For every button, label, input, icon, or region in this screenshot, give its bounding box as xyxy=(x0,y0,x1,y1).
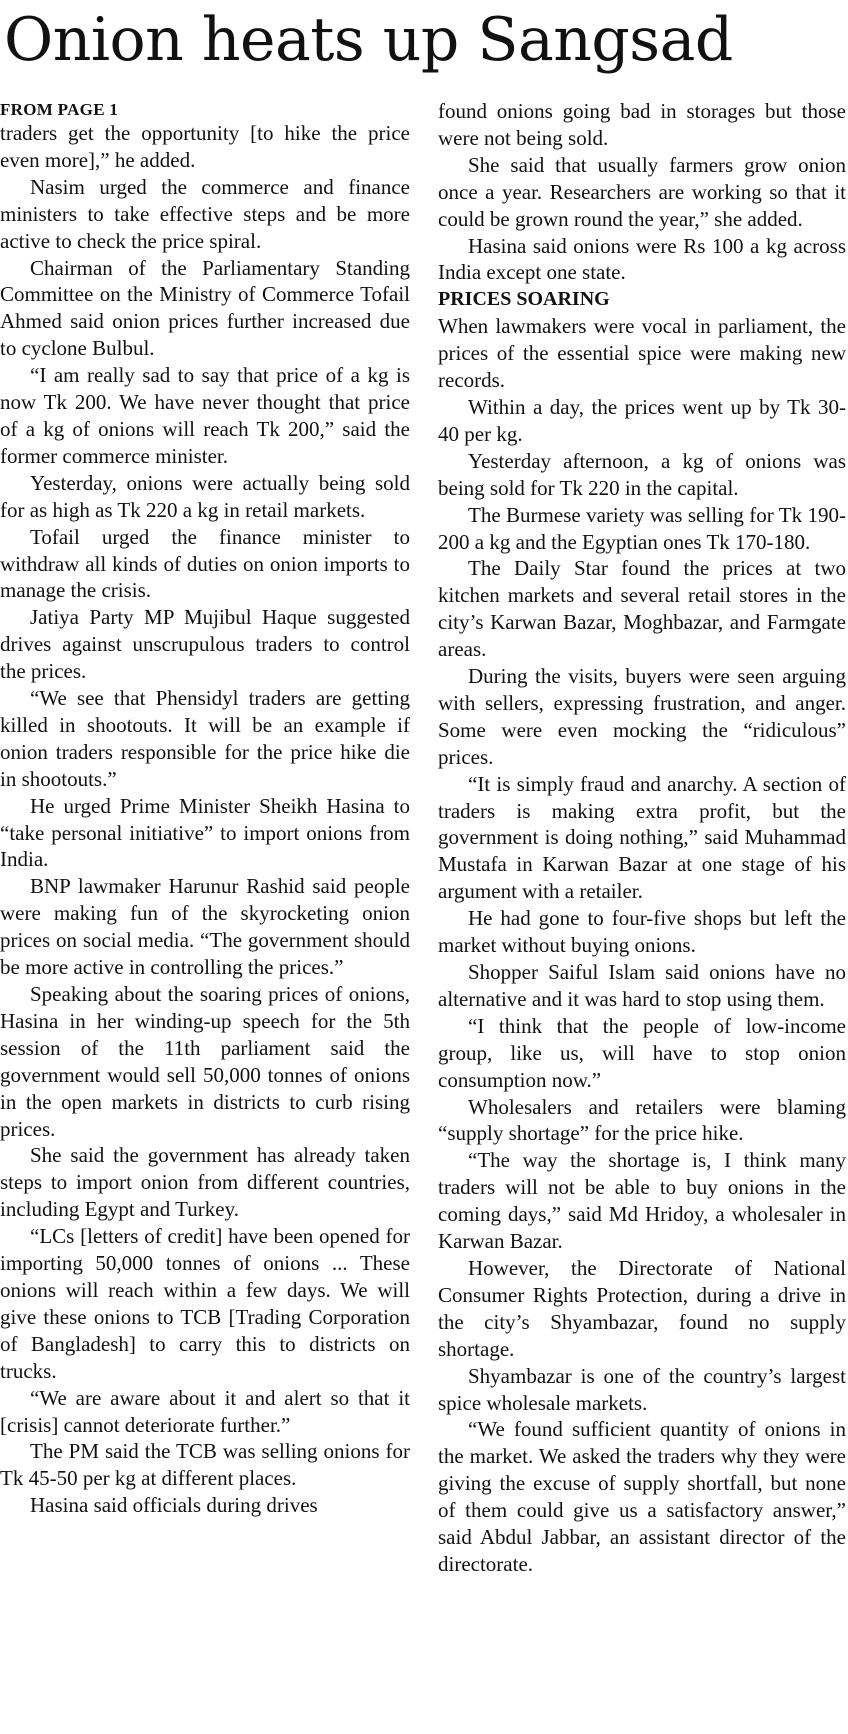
paragraph: When lawmakers were vocal in parliament, the prices of the essential spice were making new records. xyxy=(438,314,846,393)
paragraph: Shopper Saiful Islam said onions have no alternative and it was hard to stop using them. xyxy=(438,960,846,1011)
paragraph: “We are aware about it and alert so that it [crisis] cannot deteriorate further.” xyxy=(0,1385,410,1437)
paragraph: During the visits, buyers were seen arguing with sellers, expressing frustration, and anger. Some were even mocking the “ridiculous” prices. xyxy=(438,664,846,769)
paragraph: Nasim urged the commerce and finance ministers to take effective steps and be more active to check the price spiral. xyxy=(0,174,410,253)
paragraph: Yesterday, onions were actually being sold for as high as Tk 220 a kg in retail markets. xyxy=(0,470,410,522)
paragraph: She said that usually farmers grow onion once a year. Researchers are working so that it could be grown round the year,” she added. xyxy=(438,152,846,231)
paragraph: Hasina said officials during drives xyxy=(30,1493,318,1518)
paragraph: “I think that the people of low-income group, like us, will have to stop onion consumption now.” xyxy=(438,1013,846,1092)
paragraph: BNP lawmaker Harunur Rashid said people were making fun of the skyrocketing onion prices on social media. “The government should be more active in controlling the prices.” xyxy=(0,874,410,980)
paragraph: “LCs [letters of credit] have been opened for importing 50,000 tonnes of onions ... These onions will reach within a few days. We will give these onions to TCB [Trading Corporation of Bangladesh] to carry this to districts on trucks. xyxy=(0,1224,410,1383)
paragraph: The Daily Star found the prices at two kitchen markets and several retail stores in the city’s Karwan Bazar, Moghbazar, and Farmgate areas. xyxy=(438,556,846,662)
paragraph: “We found sufficient quantity of onions in the market. We asked the traders why they were giving the excuse of supply shortfall, but none of them could give us a satisfactory answer,” said Abdul Jabbar, an assistant director of the directorate. xyxy=(438,1417,846,1576)
paragraph: He urged Prime Minister Sheikh Hasina to “take personal initiative” to import onions from India. xyxy=(0,793,410,872)
continuation-kicker: FROM PAGE 1 xyxy=(0,100,119,119)
paragraph: Hasina said onions were Rs 100 a kg across India except one state. xyxy=(438,233,846,285)
paragraph: Within a day, the prices went up by Tk 30-40 per kg. xyxy=(438,394,846,446)
paragraph: “The way the shortage is, I think many traders will not be able to buy onions in the coming days,” said Md Hridoy, a wholesaler in Karwan Bazar. xyxy=(438,1148,846,1254)
paragraph: She said the government has already taken steps to import onion from different countries, including Egypt and Turkey. xyxy=(0,1143,410,1222)
paragraph: He had gone to four-five shops but left the market without buying onions. xyxy=(438,906,846,958)
section-subhead: PRICES SOARING xyxy=(438,288,610,311)
paragraph: Shyambazar is one of the country’s largest spice wholesale markets. xyxy=(438,1363,846,1415)
paragraph: Chairman of the Parliamentary Standing Committee on the Ministry of Commerce Tofail Ahmed said onion prices further increased due to cyclone Bulbul. xyxy=(0,255,410,361)
paragraph: “I am really sad to say that price of a kg is now Tk 200. We have never thought that price of a kg of onions will reach Tk 200,” said the former commerce minister. xyxy=(0,363,410,468)
paragraph: Wholesalers and retailers were blaming “supply shortage” for the price hike. xyxy=(438,1094,846,1146)
paragraph: found onions going bad in storages but those were not being sold. xyxy=(438,99,846,150)
paragraph: However, the Directorate of National Consumer Rights Protection, during a drive in the city’s Shyambazar, found no supply shortage. xyxy=(438,1255,846,1361)
paragraph: “We see that Phensidyl traders are getting killed in shootouts. It will be an example if onion traders responsible for the price hike die in shootouts.” xyxy=(0,686,410,791)
paragraph: Speaking about the soaring prices of onions, Hasina in her winding-up speech for the 5th session of the 11th parliament said the government would sell 50,000 tonnes of onions in the open markets in districts to curb rising prices. xyxy=(0,982,410,1141)
paragraph: Tofail urged the finance minister to withdraw all kinds of duties on onion imports to manage the crisis. xyxy=(0,524,410,603)
paragraph: The PM said the TCB was selling onions for Tk 45-50 per kg at different places. xyxy=(0,1439,410,1491)
paragraph: The Burmese variety was selling for Tk 190-200 a kg and the Egyptian ones Tk 170-180. xyxy=(438,502,846,554)
paragraph: Yesterday afternoon, a kg of onions was being sold for Tk 220 in the capital. xyxy=(438,448,846,500)
paragraph: “It is simply fraud and anarchy. A section of traders is making extra profit, but the government is doing nothing,” said Muhammad Mustafa in Karwan Bazar at one stage of his argument with a retailer. xyxy=(438,771,846,904)
paragraph: Jatiya Party MP Mujibul Haque suggested drives against unscrupulous traders to control the prices. xyxy=(0,605,410,684)
paragraph: traders get the opportunity [to hike the price even more],” he added. xyxy=(0,121,410,172)
left-column xyxy=(0,100,410,1519)
headline: Onion heats up Sangsad xyxy=(4,5,733,75)
right-column xyxy=(438,98,846,1578)
